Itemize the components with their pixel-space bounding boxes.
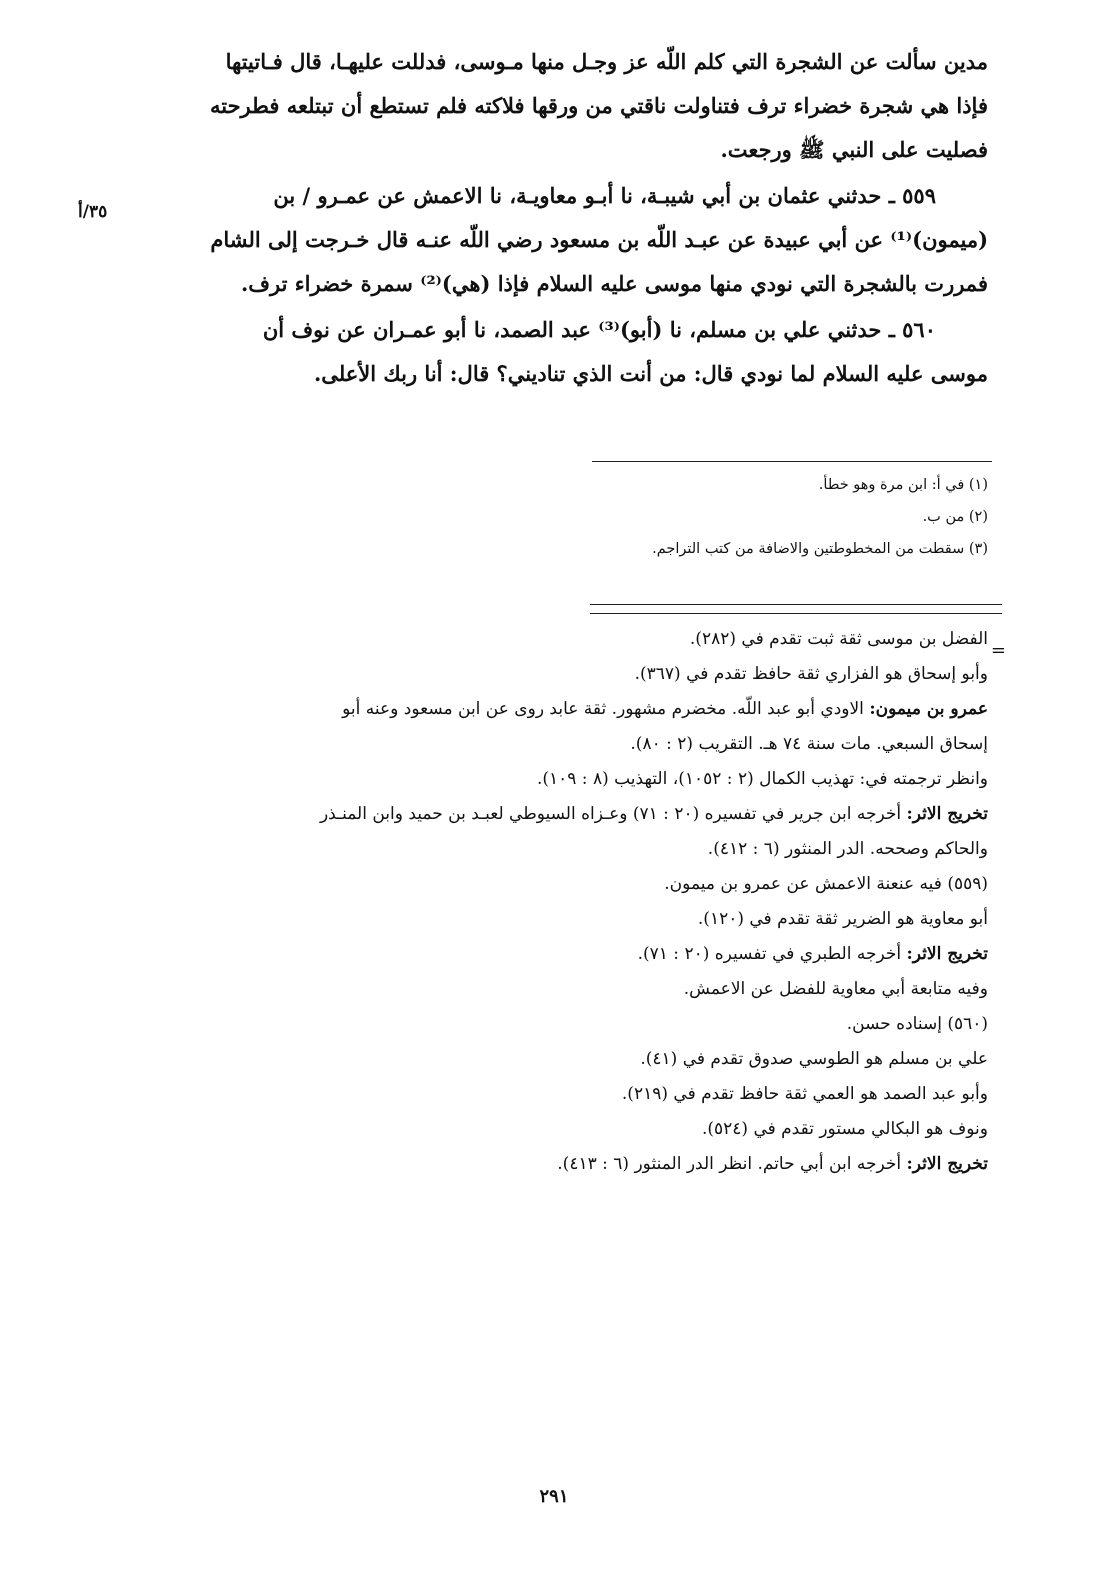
commentary-keyword: تخريج الاثر: — [906, 804, 988, 824]
commentary-line: عمرو بن ميمون: الاودي أبو عبد اللّه. مخضرم مشهور. ثقة عابد روى عن ابن مسعود وعنه أبو — [342, 699, 988, 719]
commentary-line: وأبو عبد الصمد هو العمي ثقة حافظ تقدم في (٢١٩). — [621, 1084, 988, 1104]
footnote: (١) في أ: ابن مرة وهو خطأ. — [818, 477, 988, 493]
commentary-keyword: تخريج الاثر: — [906, 944, 988, 964]
commentary-line: ونوف هو البكالي مستور تقدم في (٥٢٤). — [701, 1119, 988, 1139]
commentary-line: (٥٦٠) إسناده حسن. — [846, 1014, 988, 1034]
commentary-line: إسحاق السبعي. مات سنة ٧٤ هـ. التقريب (٢ : ٨٠). — [630, 734, 988, 754]
commentary-line: تخريج الاثر: أخرجه ابن جرير في تفسيره (٢٠ : ٧١) وعـزاه السيوطي لعبـد بن حميد وابن المنـذر — [319, 804, 988, 824]
commentary-divider — [590, 604, 1002, 614]
commentary — [128, 622, 988, 1182]
hadith-559-line: ٥٥٩ ـ حدثني عثمان بن أبي شيبـة، نا أبـو معاويـة، نا الاعمش عن عمـرو / بن — [273, 183, 936, 208]
commentary-keyword: تخريج الاثر: — [906, 1154, 988, 1174]
hadith-559-line: (ميمون)⁽¹⁾ عن أبي عبيدة عن عبـد اللّه بن مسعود رضي اللّه عنـه قال خـرجت إلى الشام — [210, 227, 988, 252]
footnote-divider — [592, 461, 992, 462]
hadith-560-line: ٥٦٠ ـ حدثني علي بن مسلم، نا (أبو)⁽³⁾ عبد الصمد، نا أبو عمـران عن نوف أن — [262, 317, 936, 342]
commentary-line: وفيه متابعة أبي معاوية للفضل عن الاعمش. — [683, 979, 988, 999]
footnote: (٣) سقطت من المخطوطتين والاضافة من كتب التراجم. — [652, 541, 988, 557]
commentary-keyword: عمرو بن ميمون: — [869, 699, 988, 719]
commentary-line: وأبو إسحاق هو الفزاري ثقة حافظ تقدم في (٣٦٧). — [634, 664, 988, 684]
main-text — [128, 40, 988, 396]
commentary-line: وانظر ترجمته في: تهذيب الكمال (٢ : ١٠٥٢)، التهذيب (٨ : ١٠٩). — [536, 769, 988, 789]
commentary-line: أبو معاوية هو الضرير ثقة تقدم في (١٢٠). — [697, 909, 988, 929]
manuscript-folio-ref: ٣٥/أ — [78, 202, 108, 222]
hadith-560-line: موسى عليه السلام لما نودي قال: من أنت الذي تناديني؟ قال: أنا ربك الأعلى. — [314, 361, 988, 386]
commentary-line: (٥٥٩) فيه عنعنة الاعمش عن عمرو بن ميمون. — [664, 874, 988, 894]
commentary-line: والحاكم وصححه. الدر المنثور (٦ : ٤١٢). — [707, 839, 988, 859]
commentary-line: تخريج الاثر: أخرجه الطبري في تفسيره (٢٠ : ٧١). — [637, 944, 988, 964]
page-number: ٢٩١ — [539, 1486, 569, 1507]
paragraph-line: فإذا هي شجرة خضراء ترف فتناولت ناقتي من ورقها فلاكته فلم تستطع أن تبتلعه فطرحته — [209, 93, 988, 118]
commentary-line: علي بن مسلم هو الطوسي صدوق تقدم في (٤١). — [640, 1049, 988, 1069]
commentary-line: تخريج الاثر: أخرجه ابن أبي حاتم. انظر الدر المنثور (٦ : ٤١٣). — [557, 1154, 988, 1174]
commentary-line: الفضل بن موسى ثقة ثبت تقدم في (٢٨٢). — [689, 629, 988, 649]
continuation-mark: = — [990, 640, 1006, 661]
footnotes — [388, 469, 988, 565]
hadith-559-line: فمررت بالشجرة التي نودي منها موسى عليه السلام فإذا (هي)⁽²⁾ سمرة خضراء ترف. — [240, 271, 988, 296]
paragraph-line: فصليت على النبي ﷺ ورجعت. — [720, 137, 988, 162]
footnote: (٢) من ب. — [922, 509, 988, 525]
paragraph-line: مدين سألت عن الشجرة التي كلم اللّه عز وجـل منها مـوسى، فدللت عليهـا، قال فـاتيتها — [225, 49, 988, 74]
